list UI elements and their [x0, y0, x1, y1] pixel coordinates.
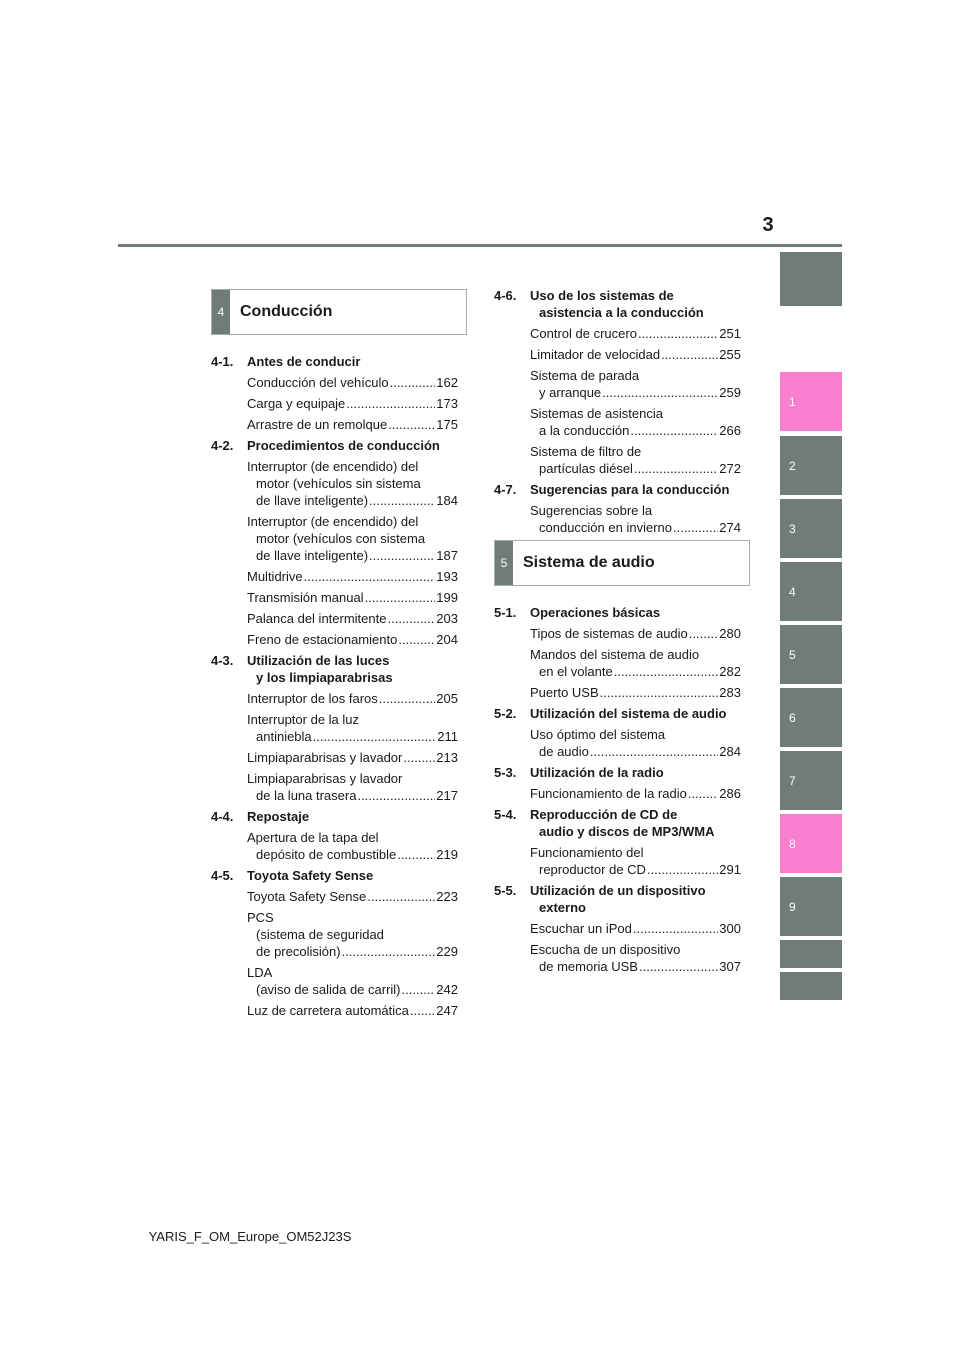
- toc-entry-text: Arrastre de un remolque: [247, 417, 388, 432]
- subsection-title: Utilización de la radio: [530, 765, 664, 780]
- toc-entry-text: PCS: [247, 910, 274, 925]
- toc-entry-text: Interruptor (de encendido) del: [247, 514, 419, 529]
- toc-entry-text: Uso óptimo del sistema: [530, 727, 666, 742]
- toc-entry[interactable]: [247, 888, 458, 905]
- toc-page-number: 282: [719, 664, 741, 679]
- toc-entry-text: Control de crucero: [530, 326, 637, 341]
- toc-entry-text: Tipos de sistemas de audio: [530, 626, 688, 641]
- section-header-5: [494, 540, 750, 586]
- toc-entry[interactable]: [530, 844, 741, 878]
- toc-entry-text: (aviso de salida de carril): [256, 982, 401, 997]
- toc-page-number: 187: [436, 548, 458, 563]
- toc-entry-text: Limpiaparabrisas y lavador: [247, 771, 403, 786]
- toc-page-number: 242: [436, 982, 458, 997]
- subsection-number: 4-2.: [211, 438, 234, 453]
- chapter-tab-label: 9: [789, 899, 796, 914]
- chapter-tab-8[interactable]: [780, 814, 842, 873]
- toc-entry-text: Funcionamiento de la radio: [530, 786, 687, 801]
- subsection-number: 5-2.: [494, 706, 517, 721]
- chapter-tab-label: 5: [789, 647, 796, 662]
- dot-leader: [689, 625, 719, 642]
- chapter-tab-3[interactable]: [780, 499, 842, 558]
- toc-page-number: 223: [436, 889, 458, 904]
- toc-entry[interactable]: [247, 690, 458, 707]
- subsection-title: externo: [539, 900, 586, 915]
- toc-page-number: 219: [436, 847, 458, 862]
- chapter-tab-blank[interactable]: [780, 252, 842, 306]
- toc-entry[interactable]: [530, 625, 741, 642]
- toc-column-right-top: [494, 287, 741, 540]
- toc-entry-text: a la conducción: [539, 423, 630, 438]
- toc-entry-text: Multidrive: [247, 569, 303, 584]
- toc-page-number: 280: [719, 626, 741, 641]
- toc-entry[interactable]: [247, 374, 458, 391]
- section-title: Sistema de audio: [523, 554, 655, 571]
- toc-subsection-heading: [494, 806, 741, 840]
- toc-entry[interactable]: [530, 325, 741, 342]
- toc-entry-text: Limitador de velocidad: [530, 347, 661, 362]
- toc-entry[interactable]: [247, 631, 458, 648]
- subsection-title: Reproducción de CD de: [530, 807, 678, 822]
- toc-entry-text: Sistemas de asistencia: [530, 406, 663, 421]
- toc-entry-text: de memoria USB: [539, 959, 638, 974]
- toc-page-number: 274: [719, 520, 741, 535]
- toc-entry-text: partículas diésel: [539, 461, 633, 476]
- toc-entry[interactable]: [530, 367, 741, 401]
- toc-page-number: 175: [436, 417, 458, 432]
- dot-leader: [365, 589, 436, 606]
- toc-page-number: 247: [436, 1003, 458, 1018]
- toc-entry-text: de llave inteligente): [256, 493, 369, 508]
- document-code: YARIS_F_OM_Europe_OM52J23S: [148, 1229, 352, 1244]
- toc-entry-text: Toyota Safety Sense: [247, 889, 367, 904]
- subsection-number: 4-7.: [494, 482, 517, 497]
- chapter-tab-1[interactable]: [780, 372, 842, 431]
- toc-entry-text: de audio: [539, 744, 589, 759]
- dot-leader: [600, 684, 719, 701]
- toc-page-number: 307: [719, 959, 741, 974]
- toc-entry[interactable]: [247, 458, 458, 509]
- toc-subsection-heading: [494, 604, 741, 621]
- chapter-tab-9[interactable]: [780, 877, 842, 936]
- toc-entry[interactable]: [530, 443, 741, 477]
- toc-entry-text: Escucha de un dispositivo: [530, 942, 681, 957]
- subsection-title: Utilización de las luces: [247, 653, 390, 668]
- toc-page-number: 300: [719, 921, 741, 936]
- toc-subsection-heading: [494, 287, 741, 321]
- toc-subsection-heading: [211, 808, 458, 825]
- dot-leader: [390, 374, 436, 391]
- toc-entry-text: de llave inteligente): [256, 548, 369, 563]
- subsection-title: asistencia a la conducción: [539, 305, 704, 320]
- dot-leader: [403, 749, 435, 766]
- toc-entry-text: Sistema de filtro de: [530, 444, 642, 459]
- chapter-tab-label: 1: [789, 394, 796, 409]
- toc-page-number: 286: [719, 786, 741, 801]
- toc-subsection-heading: [494, 882, 741, 916]
- toc-entry-text: de la luna trasera: [256, 788, 357, 803]
- toc-entry-text: Carga y equipaje: [247, 396, 346, 411]
- toc-entry[interactable]: [247, 1002, 458, 1019]
- toc-page-number: 251: [719, 326, 741, 341]
- dot-leader: [633, 920, 718, 937]
- toc-page-number: 203: [436, 611, 458, 626]
- toc-entry[interactable]: [530, 726, 741, 760]
- toc-entry-text: Interruptor de los faros: [247, 691, 378, 706]
- toc-page-number: 229: [436, 944, 458, 959]
- subsection-number: 4-6.: [494, 288, 517, 303]
- toc-entry[interactable]: [247, 395, 458, 412]
- toc-entry-text: Palanca del intermitente: [247, 611, 387, 626]
- toc-entry-text: de precolisión): [256, 944, 341, 959]
- toc-entry-text: Limpiaparabrisas y lavador: [247, 750, 403, 765]
- subsection-title: Operaciones básicas: [530, 605, 661, 620]
- toc-page-number: 213: [436, 750, 458, 765]
- chapter-tab-blank[interactable]: [780, 940, 842, 968]
- toc-entry[interactable]: [247, 416, 458, 433]
- toc-page-number: 266: [719, 423, 741, 438]
- toc-page-number: 162: [436, 375, 458, 390]
- toc-subsection-heading: [211, 353, 458, 370]
- toc-page-number: 259: [719, 385, 741, 400]
- toc-column-right-bottom: [494, 604, 741, 979]
- toc-subsection-heading: [494, 705, 741, 722]
- toc-entry-text: Sistema de parada: [530, 368, 640, 383]
- toc-entry-text: Interruptor de la luz: [247, 712, 360, 727]
- chapter-tab-blank[interactable]: [780, 972, 842, 1000]
- toc-entry-text: Interruptor (de encendido) del: [247, 459, 419, 474]
- dot-leader: [313, 728, 437, 745]
- dot-leader: [410, 1002, 435, 1019]
- section-number: 4: [212, 290, 230, 334]
- toc-subsection-heading: [494, 764, 741, 781]
- toc-entry-text: Apertura de la tapa del: [247, 830, 379, 845]
- toc-page-number: 211: [437, 729, 458, 744]
- toc-entry-text: y arranque: [539, 385, 602, 400]
- subsection-number: 5-5.: [494, 883, 517, 898]
- dot-leader: [688, 785, 718, 802]
- chapter-tab-label: 4: [789, 584, 796, 599]
- toc-page-number: 255: [719, 347, 741, 362]
- chapter-tab-7[interactable]: [780, 751, 842, 810]
- section-title: Conducción: [240, 303, 333, 320]
- toc-entry-text: Escuchar un iPod: [530, 921, 632, 936]
- subsection-number: 5-3.: [494, 765, 517, 780]
- dot-leader: [387, 610, 435, 627]
- toc-entry-text: motor (vehículos sin sistema: [256, 476, 421, 491]
- chapter-tab-4[interactable]: [780, 562, 842, 621]
- subsection-number: 4-4.: [211, 809, 234, 824]
- toc-entry[interactable]: [247, 513, 458, 564]
- toc-entry-text: en el volante: [539, 664, 613, 679]
- dot-leader: [398, 631, 435, 648]
- subsection-title: y los limpiaparabrisas: [256, 670, 393, 685]
- toc-entry[interactable]: [247, 964, 458, 998]
- toc-entry-text: Sugerencias sobre la: [530, 503, 653, 518]
- section-number: 5: [495, 541, 513, 585]
- dot-leader: [630, 422, 718, 439]
- toc-entry-text: Freno de estacionamiento: [247, 632, 398, 647]
- toc-entry[interactable]: [530, 346, 741, 363]
- toc-subsection-heading: [211, 437, 458, 454]
- dot-leader: [369, 492, 435, 509]
- chapter-tab-label: 6: [789, 710, 796, 725]
- dot-leader: [590, 743, 718, 760]
- toc-entry-text: depósito de combustible: [256, 847, 397, 862]
- toc-entry[interactable]: [530, 785, 741, 802]
- dot-leader: [388, 416, 435, 433]
- dot-leader: [639, 958, 718, 975]
- subsection-number: 4-5.: [211, 868, 234, 883]
- dot-leader: [647, 861, 718, 878]
- chapter-tab-2[interactable]: [780, 436, 842, 495]
- toc-page-number: 205: [436, 691, 458, 706]
- toc-entry[interactable]: [247, 909, 458, 960]
- subsection-title: Utilización de un dispositivo: [530, 883, 706, 898]
- subsection-title: Procedimientos de conducción: [247, 438, 440, 453]
- toc-entry-text: reproductor de CD: [539, 862, 646, 877]
- toc-page-number: 193: [436, 569, 458, 584]
- chapter-tab-6[interactable]: [780, 688, 842, 747]
- toc-entry-text: LDA: [247, 965, 273, 980]
- toc-page-number: 284: [719, 744, 741, 759]
- dot-leader: [367, 888, 435, 905]
- toc-entry-text: Puerto USB: [530, 685, 599, 700]
- toc-entry[interactable]: [247, 829, 458, 863]
- dot-leader: [346, 395, 435, 412]
- toc-entry[interactable]: [247, 749, 458, 766]
- toc-entry-text: Funcionamiento del: [530, 845, 644, 860]
- chapter-tab-5[interactable]: [780, 625, 842, 684]
- toc-entry[interactable]: [530, 502, 741, 536]
- dot-leader: [304, 568, 436, 585]
- dot-leader: [369, 547, 435, 564]
- toc-entry[interactable]: [530, 646, 741, 680]
- subsection-number: 5-1.: [494, 605, 517, 620]
- chapter-tab-label: 3: [789, 521, 796, 536]
- toc-entry[interactable]: [247, 770, 458, 804]
- toc-entry[interactable]: [247, 568, 458, 585]
- toc-page-number: 204: [436, 632, 458, 647]
- dot-leader: [673, 519, 718, 536]
- toc-subsection-heading: [211, 867, 458, 884]
- dot-leader: [661, 346, 718, 363]
- subsection-title: Repostaje: [247, 809, 310, 824]
- toc-entry[interactable]: [530, 920, 741, 937]
- toc-entry[interactable]: [530, 941, 741, 975]
- toc-entry-text: (sistema de seguridad: [256, 927, 384, 942]
- toc-entry-text: Transmisión manual: [247, 590, 364, 605]
- toc-page-number: 272: [719, 461, 741, 476]
- toc-page-number: 173: [436, 396, 458, 411]
- toc-entry-text: Luz de carretera automática: [247, 1003, 409, 1018]
- toc-subsection-heading: [211, 652, 458, 686]
- subsection-number: 4-1.: [211, 354, 234, 369]
- chapter-tab-label: 7: [789, 773, 796, 788]
- dot-leader: [379, 690, 436, 707]
- dot-leader: [402, 981, 436, 998]
- subsection-title: Toyota Safety Sense: [247, 868, 374, 883]
- toc-page-number: 199: [436, 590, 458, 605]
- dot-leader: [638, 325, 718, 342]
- dot-leader: [602, 384, 718, 401]
- dot-leader: [342, 943, 436, 960]
- dot-leader: [397, 846, 435, 863]
- toc-page-number: 283: [719, 685, 741, 700]
- toc-subsection-heading: [494, 481, 741, 498]
- page-number: 3: [762, 214, 774, 236]
- toc-page-number: 184: [436, 493, 458, 508]
- subsection-number: 4-3.: [211, 653, 234, 668]
- toc-page-number: 291: [719, 862, 741, 877]
- toc-entry-text: Conducción del vehículo: [247, 375, 389, 390]
- section-header-4: [211, 289, 467, 335]
- chapter-tab-label: 2: [789, 458, 796, 473]
- toc-entry[interactable]: [247, 589, 458, 606]
- subsection-title: Uso de los sistemas de: [530, 288, 674, 303]
- header-rule: [118, 244, 842, 247]
- chapter-tab-label: 8: [789, 836, 796, 851]
- toc-entry-text: motor (vehículos con sistema: [256, 531, 426, 546]
- subsection-title: Sugerencias para la conducción: [530, 482, 730, 497]
- toc-entry-text: antiniebla: [256, 729, 312, 744]
- dot-leader: [634, 460, 718, 477]
- dot-leader: [357, 787, 435, 804]
- subsection-title: Utilización del sistema de audio: [530, 706, 727, 721]
- toc-entry-text: conducción en invierno: [539, 520, 672, 535]
- toc-entry[interactable]: [530, 405, 741, 439]
- toc-column-left: [211, 353, 458, 1023]
- toc-page-number: 217: [436, 788, 458, 803]
- dot-leader: [614, 663, 719, 680]
- subsection-title: audio y discos de MP3/WMA: [539, 824, 715, 839]
- subsection-number: 5-4.: [494, 807, 517, 822]
- subsection-title: Antes de conducir: [247, 354, 361, 369]
- toc-entry-text: Mandos del sistema de audio: [530, 647, 700, 662]
- toc-entry[interactable]: [247, 610, 458, 627]
- toc-entry[interactable]: [247, 711, 458, 745]
- toc-entry[interactable]: [530, 684, 741, 701]
